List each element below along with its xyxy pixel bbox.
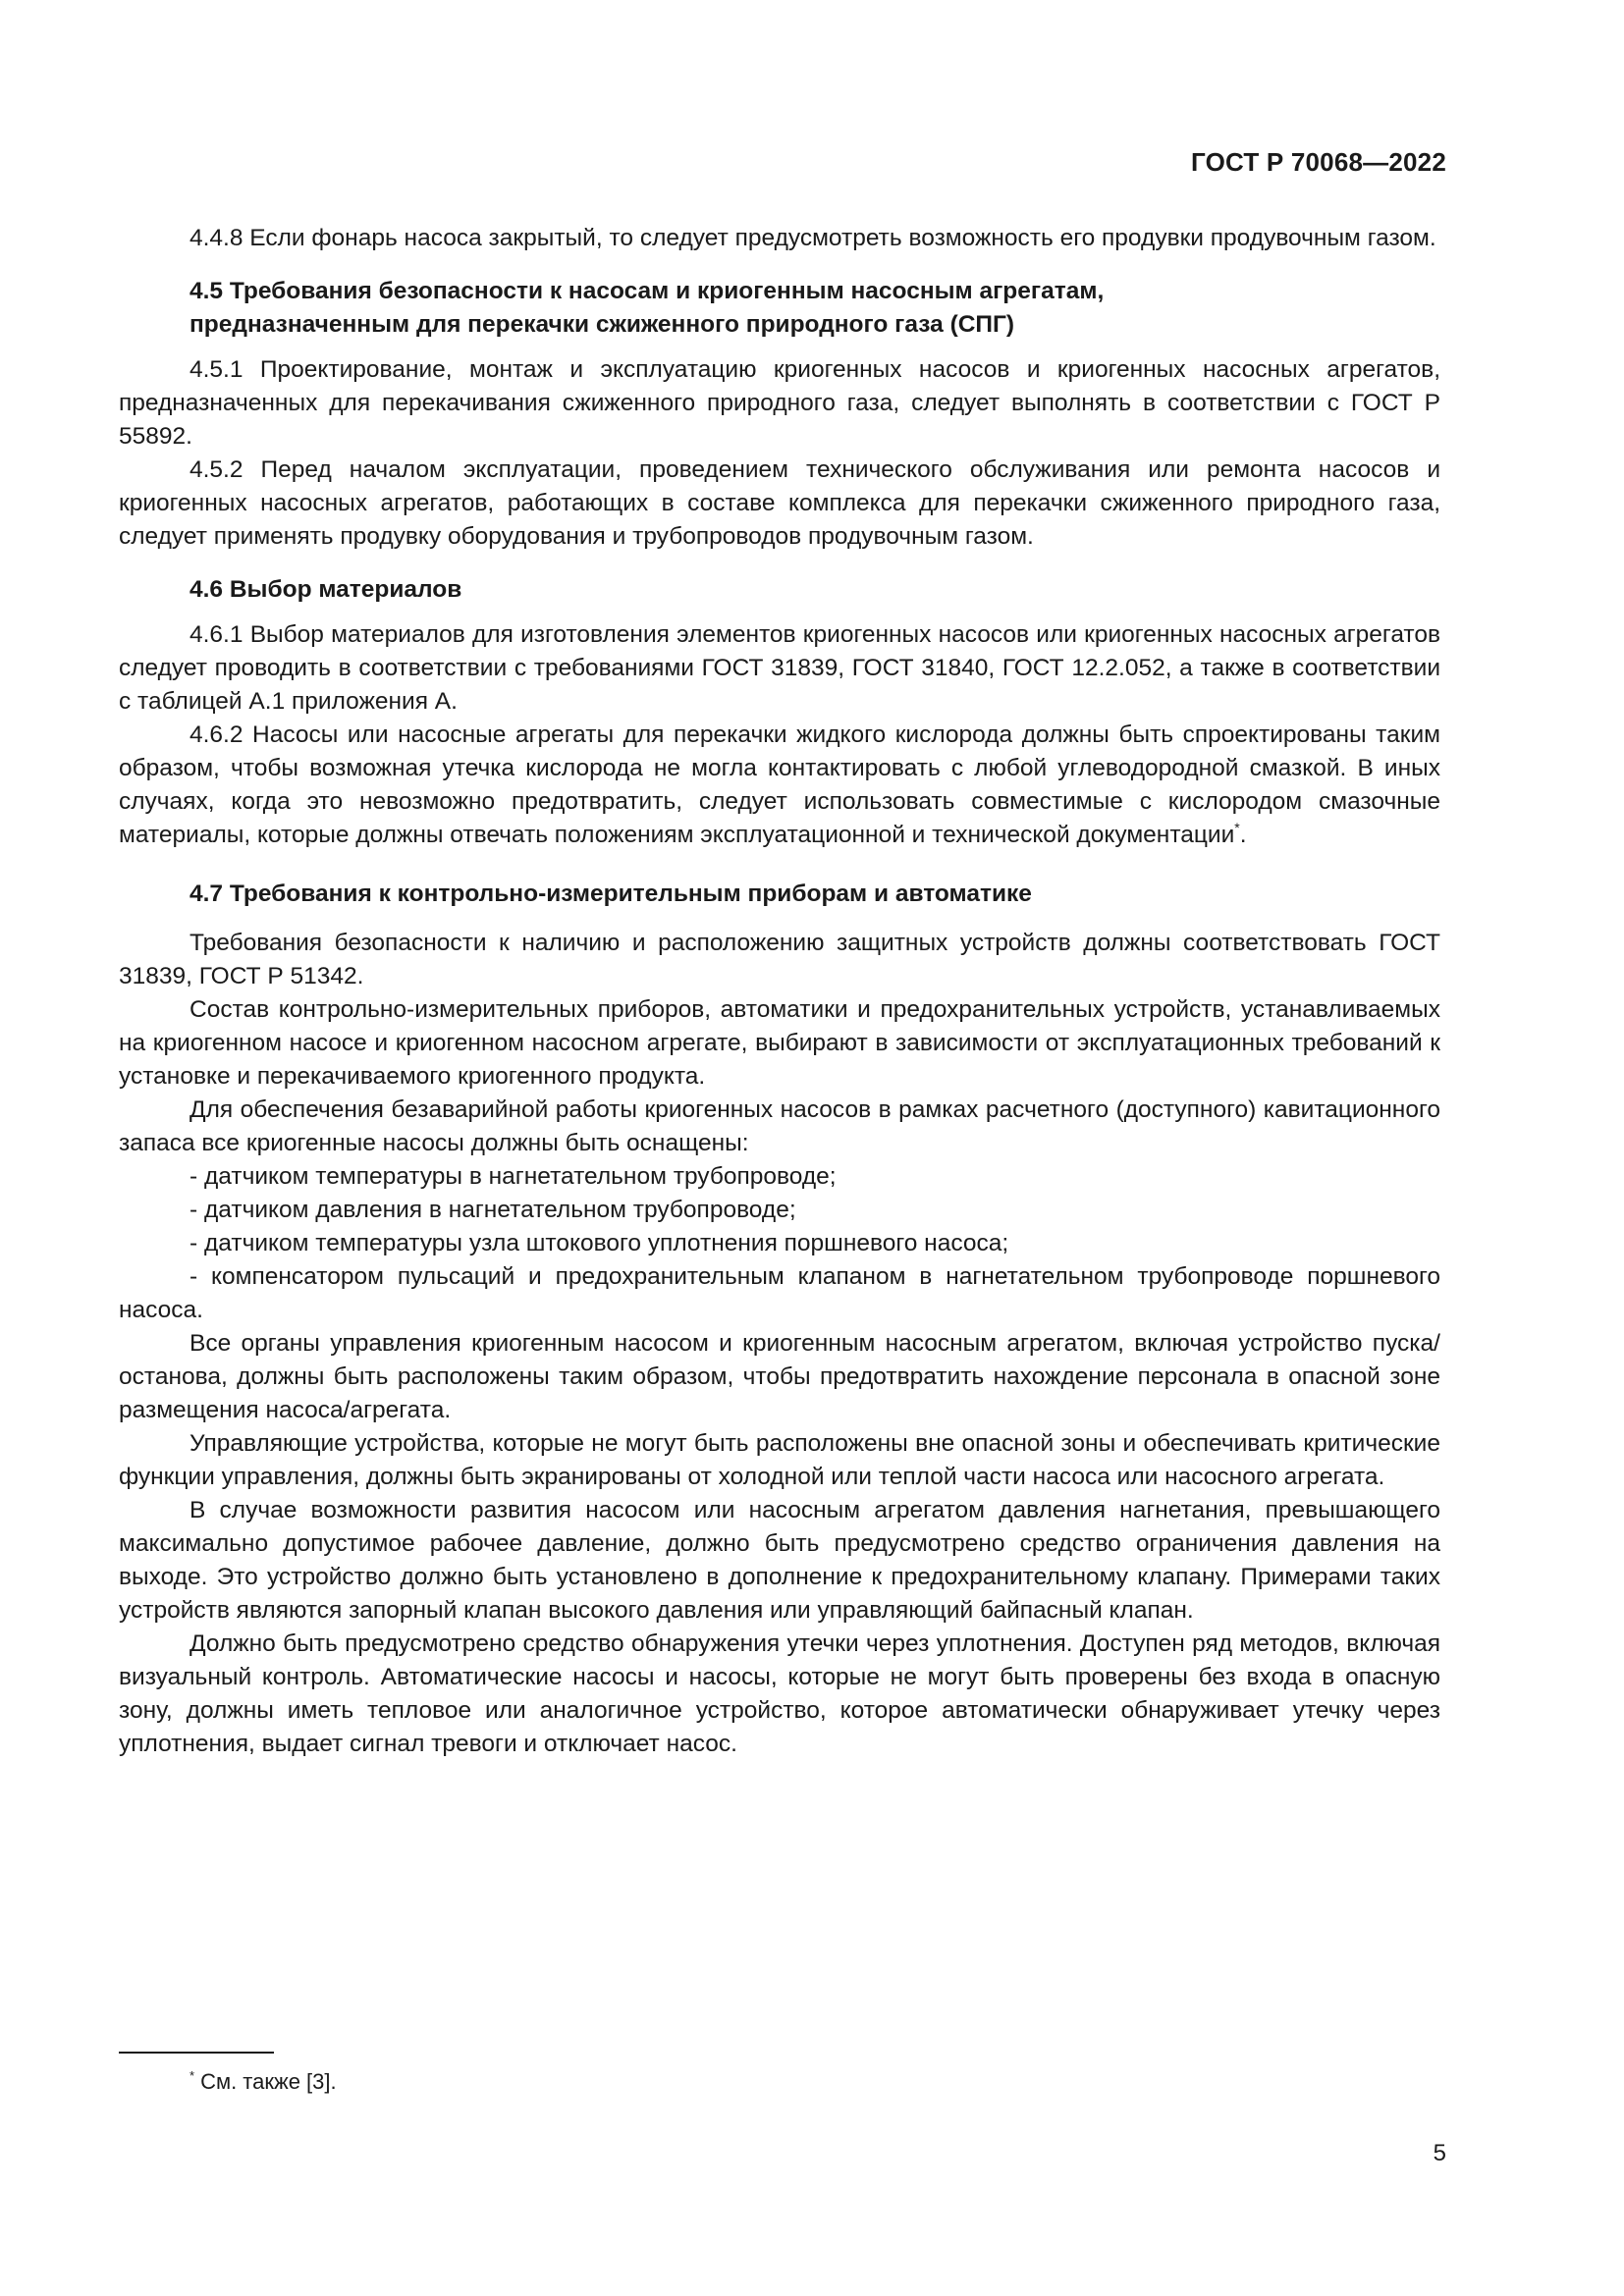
- paragraph-4-6-2-end: .: [1239, 822, 1247, 848]
- paragraph-4-7-pressure-limit: В случае возможности развития насосом или насосным агрегатом давления нагнетания, превышающего максимально допустимое рабочее давление, должно быть предусмотрено средство ограничения давления на выходе. Это устройство должно быть установлено в дополнение к предохранительному клапану. Примерами таких устройств являются запорный клапан высокого давления или управляющий байпасный клапан.: [119, 1497, 1440, 1624]
- paragraph-4-7-instrumentation: Состав контрольно-измерительных приборов, автоматики и предохранительных устройств, устанавливаемых на криогенном насосе и криогенном насосном агрегате, выбирают в зависимости от эксплуатационных требований к установке и перекачиваемого криогенного продукта.: [119, 996, 1440, 1090]
- footnote: [189, 2067, 337, 2097]
- paragraph-4-6-2-text: 4.6.2 Насосы или насосные агрегаты для перекачки жидкого кислорода должны быть спроектированы таким образом, чтобы возможная утечка кислорода не могла контактировать с любой углеводородной смазкой. В иных случаях, когда это невозможно предотвратить, следует использовать совместимые с кислородом смазочные материалы, которые должны отвечать положениям эксплуатационной и технической документации: [119, 721, 1440, 848]
- paragraph-4-6-1: 4.6.1 Выбор материалов для изготовления элементов криогенных насосов или криогенных насосных агрегатов следует проводить в соответствии с требованиями ГОСТ 31839, ГОСТ 31840, ГОСТ 12.2.052, а также в соответствии с таблицей А.1 приложения А.: [119, 621, 1440, 715]
- paragraph-4-5-2: 4.5.2 Перед началом эксплуатации, проведением технического обслуживания или ремонта насосов и криогенных насосных агрегатов, работающих в составе комплекса для перекачки сжиженного природного газа, следует применять продувку оборудования и трубопроводов продувочным газом.: [119, 456, 1440, 550]
- footnote-text: См. также [3].: [200, 2069, 337, 2094]
- section-heading-4-5-line2: предназначенным для перекачки сжиженного природного газа (СПГ): [189, 311, 1015, 338]
- paragraph-4-6-2: [119, 719, 1440, 852]
- footnote-reference-mark: *: [1234, 820, 1240, 835]
- list-item: - датчиком давления в нагнетательном трубопроводе;: [189, 1197, 796, 1223]
- section-heading-4-5-line1: 4.5 Требования безопасности к насосам и криогенным насосным агрегатам,: [189, 278, 1105, 304]
- list-item: - датчиком температуры узла штокового уплотнения поршневого насоса;: [189, 1230, 1009, 1256]
- list-item: - датчиком температуры в нагнетательном трубопроводе;: [189, 1163, 837, 1190]
- page-number: 5: [1433, 2140, 1446, 2166]
- paragraph-4-7-protective-devices: Требования безопасности к наличию и расположению защитных устройств должны соответствовать ГОСТ 31839, ГОСТ Р 51342.: [119, 930, 1440, 989]
- footnote-separator: [119, 2052, 274, 2054]
- list-item: - компенсатором пульсаций и предохранительным клапаном в нагнетательном трубопроводе поршневого насоса.: [119, 1263, 1440, 1323]
- page-content: [119, 222, 1440, 1761]
- footnote-mark: *: [189, 2068, 195, 2083]
- paragraph-4-7-equipment-intro: Для обеспечения безаварийной работы криогенных насосов в рамках расчетного (доступного) кавитационного запаса все криогенные насосы должны быть оснащены:: [119, 1096, 1440, 1156]
- paragraph-4-4-8: 4.4.8 Если фонарь насоса закрытый, то следует предусмотреть возможность его продувки продувочным газом.: [189, 225, 1436, 251]
- paragraph-4-5-1: 4.5.1 Проектирование, монтаж и эксплуатацию криогенных насосов и криогенных насосных агрегатов, предназначенных для перекачивания сжиженного природного газа, следует выполнять в соответствии с ГОСТ Р 55892.: [119, 356, 1440, 450]
- section-heading-4-5: [119, 275, 1440, 342]
- paragraph-4-7-shielding: Управляющие устройства, которые не могут быть расположены вне опасной зоны и обеспечивать критические функции управления, должны быть экранированы от холодной или теплой части насоса или насосного агрегата.: [119, 1430, 1440, 1490]
- paragraph-4-7-leak-detection: Должно быть предусмотрено средство обнаружения утечки через уплотнения. Доступен ряд методов, включая визуальный контроль. Автоматические насосы и насосы, которые не могут быть проверены без входа в опасную зону, должны иметь тепловое или аналогичное устройство, которое автоматически обнаруживает утечку через уплотнения, выдает сигнал тревоги и отключает насос.: [119, 1630, 1440, 1757]
- section-heading-4-6: 4.6 Выбор материалов: [189, 576, 462, 603]
- section-heading-4-7: 4.7 Требования к контрольно-измерительным приборам и автоматике: [189, 881, 1032, 907]
- paragraph-4-7-controls: Все органы управления криогенным насосом и криогенным насосным агрегатом, включая устройство пуска/останова, должны быть расположены таким образом, чтобы предотвратить нахождение персонала в опасной зоне размещения насоса/агрегата.: [119, 1330, 1440, 1423]
- standard-designation: ГОСТ Р 70068—2022: [1191, 147, 1446, 177]
